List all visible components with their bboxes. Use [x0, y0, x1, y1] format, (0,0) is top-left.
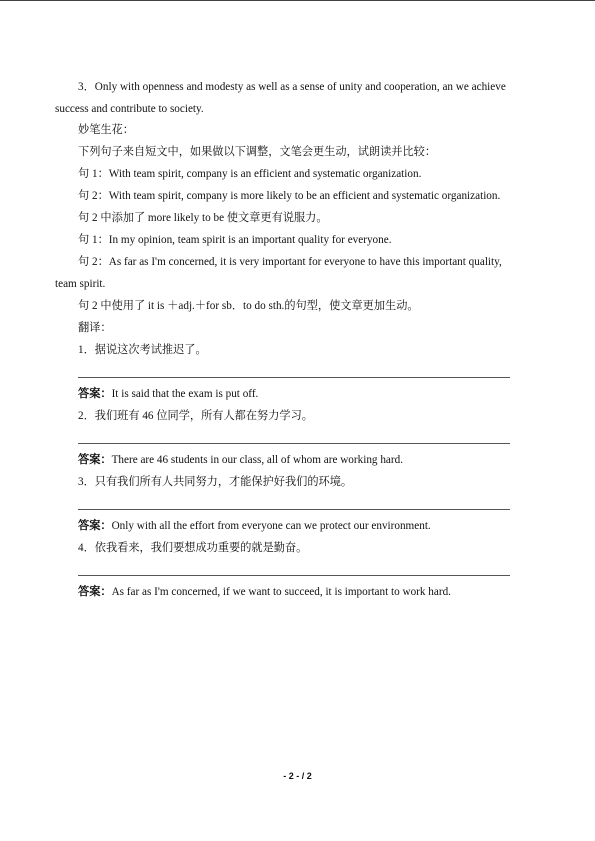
translation-question-2: 2．我们班有 46 位同学，所有人都在努力学习。	[78, 410, 313, 422]
header-rule	[0, 0, 595, 1]
translation-answer-4	[78, 585, 451, 599]
pair2-sentence1: 句 1：In my opinion, team spirit is an important quality for everyone.	[78, 234, 392, 246]
pair1-sentence2: 句 2：With team spirit, company is more likely to be an efficient and systematic organization.	[78, 190, 501, 202]
translation-title: 翻译：	[78, 322, 112, 334]
pair1-note: 句 2 中添加了 more likely to be 使文章更有说服力。	[78, 212, 328, 224]
answer-blank-line-3	[78, 509, 510, 510]
section-3-line-2: success and contribute to society.	[55, 103, 204, 115]
pair1-sentence1: 句 1：With team spirit, company is an efficient and systematic organization.	[78, 168, 422, 180]
answer-blank-line-1	[78, 377, 510, 378]
tips-title: 妙笔生花：	[78, 124, 134, 136]
answer-text-2: There are 46 students in our class, all of whom are working hard.	[111, 454, 403, 466]
translation-answer-3	[78, 519, 431, 533]
page-number: - 2 - / 2	[283, 771, 312, 781]
translation-answer-1	[78, 387, 258, 401]
answer-blank-line-4	[78, 575, 510, 576]
answer-label-2: 答案：	[78, 454, 112, 466]
pair2-note: 句 2 中使用了 it is ＋adj.＋for sb．to do sth.的句型，使文章更加生动。	[78, 300, 419, 312]
answer-label-4: 答案：	[78, 586, 112, 598]
translation-question-3: 3．只有我们所有人共同努力，才能保护好我们的环境。	[78, 476, 353, 488]
pair2-sentence2-line2: team spirit.	[55, 278, 106, 290]
answer-text-4: As far as I'm concerned, if we want to succeed, it is important to work hard.	[111, 586, 451, 598]
answer-blank-line-2	[78, 443, 510, 444]
translation-answer-2	[78, 453, 403, 467]
answer-label-1: 答案：	[78, 388, 112, 400]
pair2-sentence2-line1: 句 2：As far as I'm concerned, it is very important for everyone to have this important quality,	[78, 256, 502, 268]
answer-label-3: 答案：	[78, 520, 112, 532]
answer-text-3: Only with all the effort from everyone can we protect our environment.	[111, 520, 431, 532]
section-3-line-1: 3．Only with openness and modesty as well as a sense of unity and cooperation, an we achieve	[78, 81, 506, 93]
tips-intro: 下列句子来自短文中，如果做以下调整，文笔会更生动，试朗读并比较：	[78, 146, 437, 158]
translation-question-4: 4．依我看来，我们要想成功重要的就是勤奋。	[78, 542, 308, 554]
answer-text-1: It is said that the exam is put off.	[111, 388, 259, 400]
translation-question-1: 1．据说这次考试推迟了。	[78, 344, 207, 356]
